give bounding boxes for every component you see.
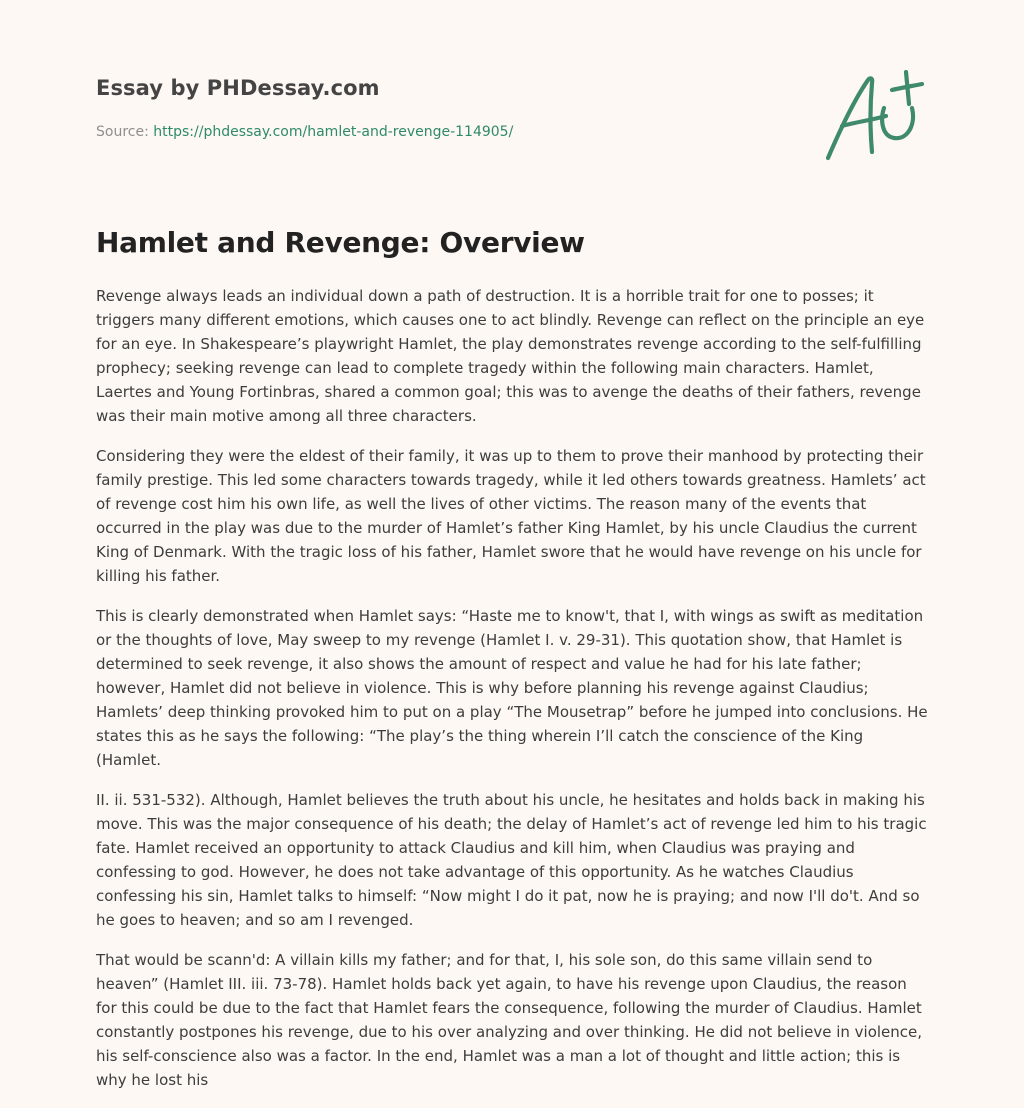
essay-paragraph: Considering they were the eldest of their family, it was up to them to prove their manhood by protecting their family prestige. This led some characters towards tragedy, while it led others towards greatness. Hamlets’ act of revenge cost him his own life, as well the lives of other victims. The reason many of the events that occurred in the play was due to the murder of Hamlet’s father King Hamlet, by his uncle Claudius the current King of Denmark. With the tragic loss of his father, Hamlet swore that he would have revenge on his uncle for killing his father.: [96, 447, 926, 585]
a-plus-logo-icon: [820, 68, 930, 168]
source-label: Source:: [96, 124, 149, 140]
a-plus-logo-graphic: [820, 68, 930, 168]
source-link[interactable]: https://phdessay.com/hamlet-and-revenge-114905/: [153, 124, 514, 140]
essay-paragraph: Revenge always leads an individual down a path of destruction. It is a horrible trait for one to posses; it triggers many different emotions, which causes one to act blindly. Revenge can reflect on the principle an eye for an eye. In Shakespeare’s playwright Hamlet, the play demonstrates revenge according to the self-fulfilling prophecy; seeking revenge can lead to complete tragedy within the following main characters. Hamlet, Laertes and Young Fortinbras, shared a common goal; this was to avenge the deaths of their fathers, revenge was their main motive among all three characters.: [96, 287, 925, 425]
essay-title: Hamlet and Revenge: Overview: [96, 226, 585, 259]
site-brand: Essay by PHDessay.com: [96, 76, 380, 100]
essay-body: [96, 284, 928, 1108]
essay-paragraph: II. ii. 531-532). Although, Hamlet believes the truth about his uncle, he hesitates and holds back in making his move. This was the major consequence of his death; the delay of Hamlet’s act of revenge led him to his tragic fate. Hamlet received an opportunity to attack Claudius and kill him, when Claudius was praying and confessing to god. However, he does not take advantage of this opportunity. As he watches Claudius confessing his sin, Hamlet talks to himself: “Now might I do it pat, now he is praying; and now I'll do't. And so he goes to heaven; and so am I revenged.: [96, 791, 927, 929]
source-line: [96, 124, 513, 140]
essay-page: [96, 0, 928, 1089]
essay-paragraph: That would be scann'd: A villain kills my father; and for that, I, his sole son, do this same villain send to heaven” (Hamlet III. iii. 73-78). Hamlet holds back yet again, to have his revenge upon Claudius, the reason for this could be due to the fact that Hamlet fears the consequence, following the murder of Claudius. Hamlet constantly postpones his revenge, due to his over analyzing and over thinking. He did not believe in violence, his self-conscience also was a factor. In the end, Hamlet was a man a lot of thought and little action; this is why he lost his: [96, 951, 923, 1089]
essay-paragraph: This is clearly demonstrated when Hamlet says: “Haste me to know't, that I, with wings as swift as meditation or the thoughts of love, May sweep to my revenge (Hamlet I. v. 29-31). This quotation show, that Hamlet is determined to seek revenge, it also shows the amount of respect and value he had for his late father; however, Hamlet did not believe in violence. This is why before planning his revenge against Claudius; Hamlets’ deep thinking provoked him to put on a play “The Mousetrap” before he jumped into conclusions. He states this as he says the following: “The play’s the thing wherein I’ll catch the conscience of the King (Hamlet.: [96, 607, 928, 769]
